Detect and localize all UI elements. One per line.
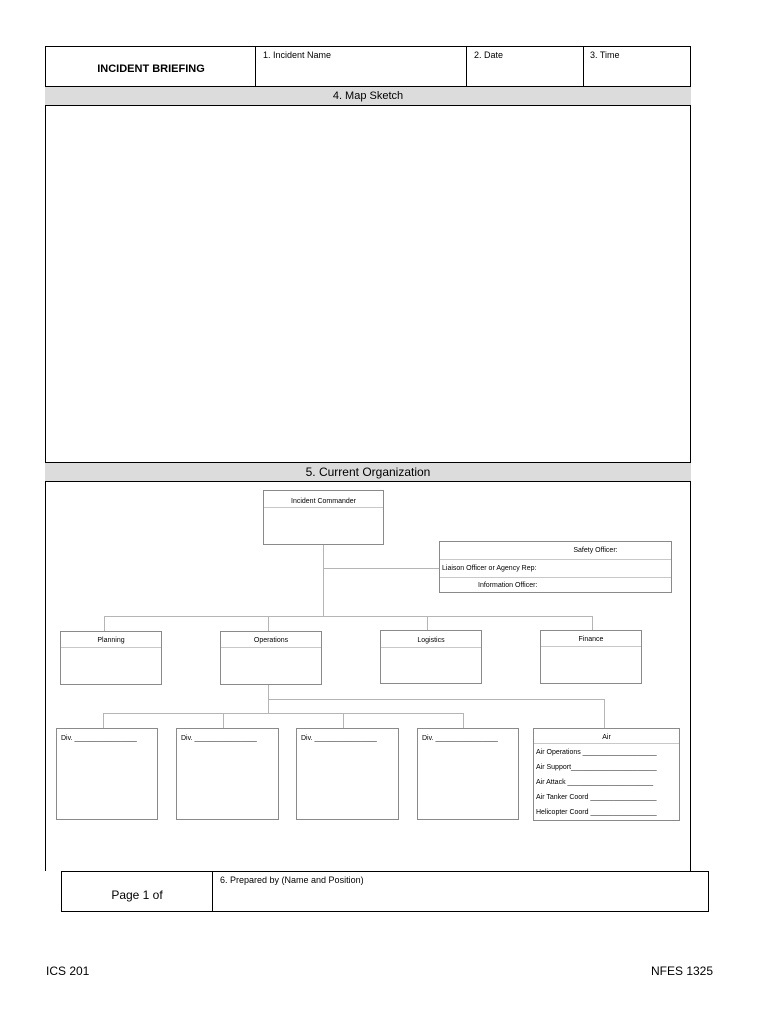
air-label: Air [534,729,679,744]
connector [604,699,605,728]
logistics-label: Logistics [381,631,481,648]
division-label: Div. ________________ [61,735,137,742]
incident-commander-box[interactable] [263,490,384,545]
command-staff-box[interactable] [439,541,672,593]
footer-box [61,871,709,912]
map-sketch-label: 4. Map Sketch [332,90,404,102]
liaison-officer-label: Liaison Officer or Agency Rep: [440,560,671,578]
air-box[interactable] [533,728,680,821]
connector [343,713,344,728]
connector [103,713,464,714]
finance-box[interactable] [540,630,642,684]
planning-label: Planning [61,632,161,648]
frame-right [690,46,691,871]
air-attack-label: Air Attack ______________________ [536,779,654,786]
connector [104,616,593,617]
header-divider-1 [255,46,256,87]
safety-officer-label: Safety Officer: [440,542,671,560]
form-title: INCIDENT BRIEFING [97,63,205,75]
division-label: Div. ________________ [301,735,377,742]
connector [323,568,439,569]
connector [463,713,464,728]
division-box[interactable] [417,728,519,820]
header-divider-2 [466,46,467,87]
nfes-number: NFES 1325 [651,964,714,978]
helicopter-coord-label: Helicopter Coord _________________ [536,809,657,816]
header-divider-3 [583,46,584,87]
time-field[interactable] [585,62,689,86]
connector [268,616,269,631]
connector [592,616,593,631]
date-label: 2. Date [474,50,504,60]
division-label: Div. ________________ [181,735,257,742]
information-officer-label: Information Officer: [478,582,538,589]
division-label: Div. ________________ [422,735,498,742]
frame-top [45,46,691,47]
operations-box[interactable] [220,631,322,685]
division-box[interactable] [56,728,158,820]
current-org-label: 5. Current Organization [305,465,431,479]
date-field[interactable] [468,62,582,86]
time-label: 3. Time [590,50,620,60]
incident-name-field[interactable] [257,62,465,86]
connector [427,616,428,631]
incident-name-label: 1. Incident Name [263,50,332,60]
air-support-label: Air Support______________________ [536,764,657,771]
form-id: ICS 201 [46,964,90,978]
map-sketch-header [45,86,691,106]
planning-box[interactable] [60,631,162,685]
map-sketch-area[interactable] [46,106,690,462]
air-tanker-coord-label: Air Tanker Coord _________________ [536,794,657,801]
connector [223,713,224,728]
prepared-by-field[interactable] [215,887,707,910]
prepared-by-label: 6. Prepared by (Name and Position) [220,875,364,885]
connector [103,713,104,728]
division-box[interactable] [296,728,399,820]
finance-label: Finance [541,631,641,647]
division-box[interactable] [176,728,279,820]
connector [323,544,324,616]
operations-label: Operations [221,632,321,648]
footer-divider [212,872,213,911]
incident-commander-label: Incident Commander [264,491,383,508]
connector [104,616,105,631]
page-label: Page 1 of [111,888,163,902]
air-operations-label: Air Operations ___________________ [536,749,657,756]
current-org-header [45,462,691,482]
logistics-box[interactable] [380,630,482,684]
connector [268,699,605,700]
